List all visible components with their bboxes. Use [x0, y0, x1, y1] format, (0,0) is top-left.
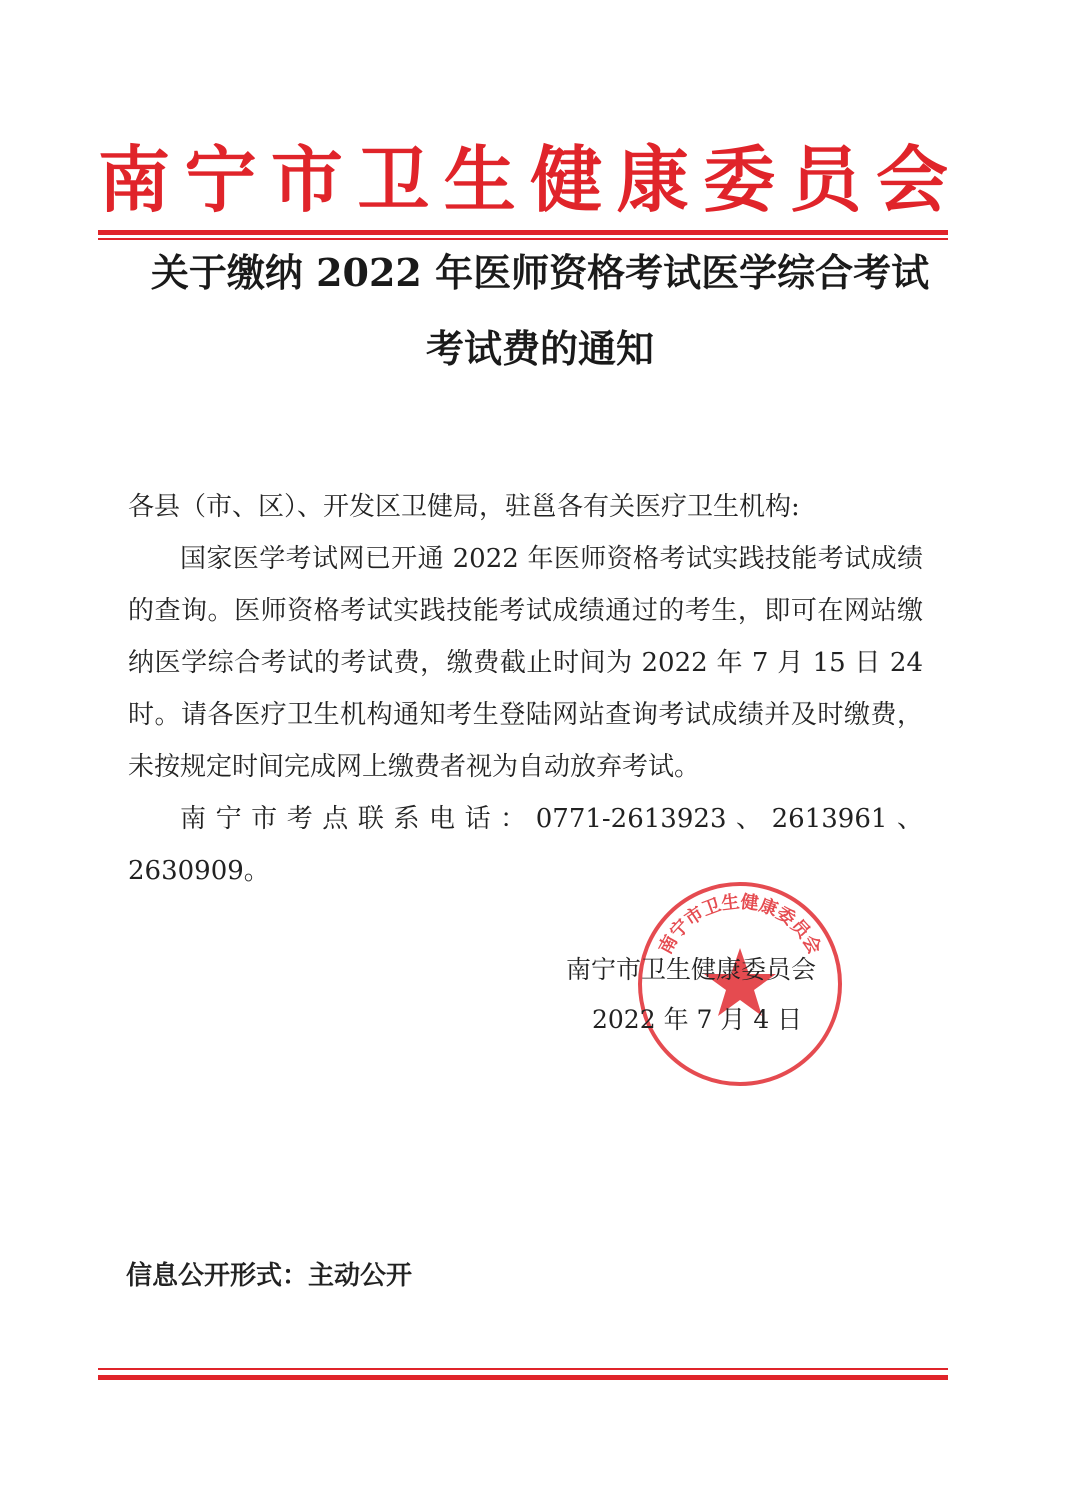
footer-divider-thick — [98, 1375, 948, 1380]
contact-phone-line: 南宁市考点联系电话：0771-2613923、2613961、2630909。 — [128, 804, 923, 886]
notice-title-line-2: 考试费的通知 — [425, 326, 654, 371]
signing-date: 2022 年 7 月 4 日 — [592, 1005, 803, 1034]
body-paragraph: 国家医学考试网已开通 2022 年医师资格考试实践技能考试成绩的查询。医师资格考试实践技能考试成绩通过的考生，即可在网站缴纳医学综合考试的考试费，缴费截止时间为 2022 年 7 月 15 日 24 时。请各医疗卫生机构通知考生登陆网站查询考试成绩并及时缴费，未按规定时间完成网上缴费者视为自动放弃考试。 — [128, 544, 923, 782]
notice-body — [128, 481, 923, 897]
notice-title-line-1: 关于缴纳 2022 年医师资格考试医学综合考试 — [150, 250, 930, 295]
svg-text:南宁市卫生健康委员会 — [654, 890, 826, 957]
signing-organization: 南宁市卫生健康委员会 — [566, 955, 817, 984]
footer-divider-thin — [98, 1368, 948, 1370]
header-divider-thick — [98, 230, 948, 235]
issuing-agency-header: 南宁市卫生健康委员会 — [98, 137, 948, 222]
seal-text: 南宁市卫生健康委员会 — [655, 891, 825, 958]
header-divider-thin — [98, 238, 948, 240]
salutation: 各县（市、区）、开发区卫健局，驻邕各有关医疗卫生机构: — [128, 492, 800, 522]
disclosure-type: 信息公开形式：主动公开 — [126, 1261, 413, 1291]
